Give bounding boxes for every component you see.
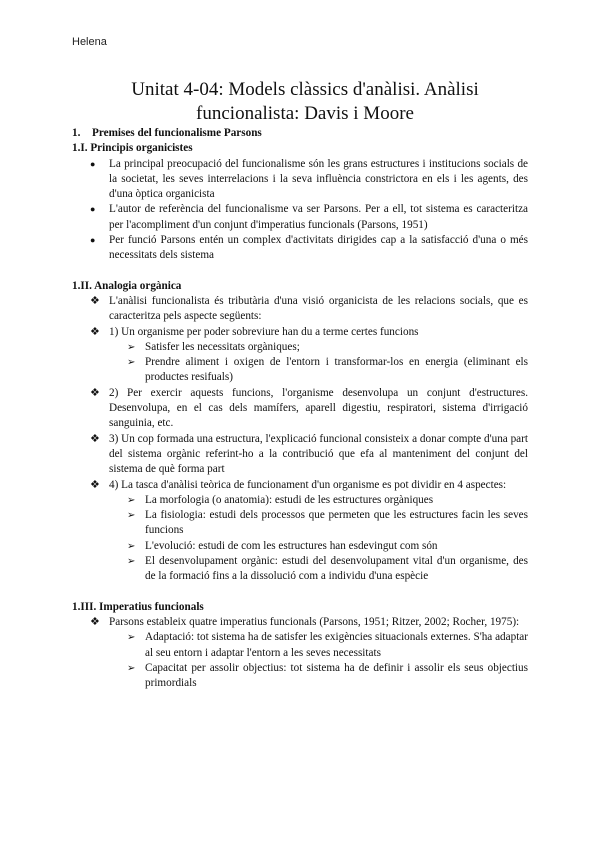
sub-list-item (72, 508, 528, 539)
section-heading-text: Premises del funcionalisme Parsons (92, 127, 262, 139)
list-item (72, 157, 528, 203)
list-item-text: L'autor de referència del funcionalisme va ser Parsons. Per a ell, tot sistema es caracteritza per l'acompliment d'un conjunt d'imperatius funcionals (Parsons, 1951) (109, 203, 528, 231)
sub-list-item-text: El desenvolupament orgànic: estudi del desenvolupament vital d'un organisme, des de la formació fins a la dissolució com a individu d'una espècie (145, 555, 528, 583)
sub-list-item-text: Adaptació: tot sistema ha de satisfer les exigències situacionals externes. S'ha adaptar al seu entorn i adaptar l'entorn a les seves necessitats (145, 631, 528, 659)
list-item-text: La principal preocupació del funcionalisme són les grans estructures i institucions socials de la societat, les seves interrelacions i la seva influència constrictora en els i les agents, des d'una òptica organicista (109, 157, 528, 201)
list-item (72, 233, 528, 264)
arrow-bullet-icon: ➢ (127, 540, 136, 552)
arrow-bullet-icon: ➢ (127, 494, 136, 506)
section-number: 1. (72, 127, 81, 139)
sub-list-item-text: Capacitat per assolir objectius: tot sistema ha de definir i assolir els seus objectius primordials (145, 661, 528, 690)
diamond-bullet-icon: ❖ (90, 432, 101, 445)
bullet-dot-icon: ● (90, 204, 96, 215)
list-item (72, 432, 528, 478)
sub-list-item (72, 340, 528, 355)
list-item-text: L'anàlisi funcionalista és tributària d'una visió organicista de les relacions socials, que es caracteritza pels aspecte següents: (109, 294, 528, 323)
sub-list-item (72, 539, 528, 554)
sub-list-item-text: Prendre aliment i oxigen de l'entorn i transformar-los en energia (eliminant els productes resifuals) (145, 356, 528, 384)
arrow-bullet-icon: ➢ (127, 632, 136, 644)
diamond-bullet-icon: ❖ (90, 478, 101, 491)
arrow-bullet-icon: ➢ (127, 357, 136, 369)
bullet-dot-icon: ● (90, 158, 96, 169)
bullet-dot-icon: ● (90, 235, 96, 246)
page-title: Unitat 4-04: Models clàssics d'anàlisi. Anàlisi funcionalista: Davis i Moore (131, 79, 479, 124)
sub-list-item (72, 661, 528, 692)
list-item-text: 2) Per exercir aquests funcions, l'organisme desenvolupa un conjunt d'estructures. Desenvolupa, en el cas dels mamífers, aparell digestiu, respiratori, sistema d'irrigació sanguinia, etc. (109, 386, 528, 430)
list-item-text: Per funció Parsons entén un complex d'activitats dirigides cap a la satisfacció d'una o més necessitats dels sistema (109, 234, 528, 262)
diamond-bullet-icon: ❖ (90, 386, 101, 399)
arrow-bullet-icon: ➢ (127, 662, 136, 674)
list-item (72, 202, 528, 233)
document-header-name: Helena (72, 36, 107, 48)
sub-list-item (72, 493, 528, 508)
list-item-text: 4) La tasca d'anàlisi teòrica de funcionament d'un organisme es pot dividir en 4 aspectes: (109, 478, 507, 491)
arrow-bullet-icon: ➢ (127, 341, 136, 353)
list-item-text: 1) Un organisme per poder sobreviure han du a terme certes funcions (109, 325, 419, 338)
diamond-bullet-icon: ❖ (90, 294, 101, 307)
section-heading-1 (72, 126, 528, 141)
document-body (72, 126, 528, 691)
list-item (72, 294, 528, 325)
sub-list-item (72, 355, 528, 386)
diamond-bullet-icon: ❖ (90, 325, 101, 338)
list-item-text: Parsons estableix quatre imperatius funcionals (Parsons, 1951; Ritzer, 2002; Rocher, 1975): (109, 615, 520, 628)
subsection-heading-principis: 1.I. Principis organicistes (72, 142, 193, 155)
list-item (72, 478, 528, 493)
subsection-heading-analogia: 1.II. Analogia orgànica (72, 279, 182, 292)
list-item (72, 615, 528, 630)
sub-list-item-text: La morfologia (o anatomia): estudi de les estructures orgàniques (145, 493, 434, 506)
sub-list-item (72, 554, 528, 585)
arrow-bullet-icon: ➢ (127, 556, 136, 568)
sub-list-item-text: Satisfer les necessitats orgàniques; (145, 340, 300, 353)
sub-list-item-text: La fisiologia: estudi dels processos que permeten que les estructures facin les seves funcions (145, 509, 528, 537)
arrow-bullet-icon: ➢ (127, 510, 136, 522)
list-item (72, 386, 528, 432)
diamond-bullet-icon: ❖ (90, 615, 101, 628)
sub-list-item (72, 630, 528, 661)
subsection-heading-imperatius: 1.III. Imperatius funcionals (72, 600, 204, 613)
list-item-text: 3) Un cop formada una estructura, l'explicació funcional consisteix a donar compte d'una part del sistema orgànic referint-ho a la contribució que efa al manteniment del conjunt del sistema de què forma part (109, 432, 528, 476)
sub-list-item-text: L'evolució: estudi de com les estructures han esdevingut com són (145, 539, 438, 552)
list-item (72, 325, 528, 340)
